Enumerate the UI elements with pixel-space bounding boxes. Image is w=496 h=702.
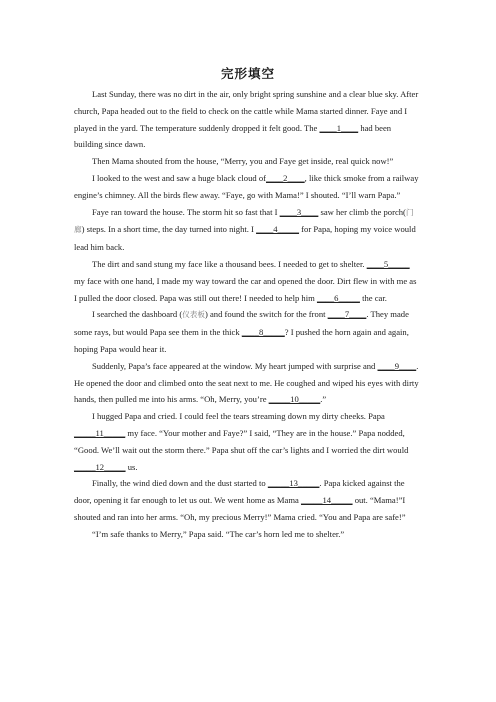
paragraph-text: ) and found the switch for the front <box>204 309 328 320</box>
paragraph-text: ? I pushed the horn again and again, hoping Papa would hear it. <box>74 327 409 354</box>
answer-blank: _____10_____ <box>268 394 321 405</box>
paragraph-text: saw her climb the porch( <box>318 206 406 217</box>
paragraph-text: .” <box>320 394 327 405</box>
paragraph-text: us. <box>125 461 138 472</box>
paragraph-text: my face. “Your mother and Faye?” I said, “They are in the house.” Papa nodded, “Good. We’ll wait out the storm there.” Papa shut off the car’s lights and I worried the dirt would <box>74 427 409 455</box>
paragraph <box>74 86 420 153</box>
answer-blank: _____12_____ <box>74 461 126 472</box>
chinese-gloss: 仪表板 <box>182 310 205 320</box>
answer-blank: ____3____ <box>279 206 319 217</box>
page-title: 完形填空 <box>220 66 275 81</box>
paragraph-text: for Papa, hoping my voice would lead him back. <box>74 224 416 253</box>
paragraph-text: . Papa kicked against the door, opening it far enough to let us out. We went home as Mama <box>74 478 405 506</box>
paragraph-text: Then Mama shouted from the house, “Merry, you and Faye get inside, real quick now!” <box>92 156 394 167</box>
answer-blank: ____7____ <box>327 309 367 320</box>
paragraph-text: the car. <box>359 292 387 303</box>
paragraph <box>74 526 420 543</box>
paragraph <box>74 153 420 170</box>
answer-blank: ____1____ <box>319 122 359 133</box>
answer-blank: _____11_____ <box>74 427 126 438</box>
answer-blank: ____8_____ <box>241 327 285 338</box>
answer-blank: _____13_____ <box>267 478 320 489</box>
paragraph-text: “I’m safe thanks to Merry,” Papa said. “The car’s horn led me to shelter.” <box>92 528 345 539</box>
answer-blank: ____4_____ <box>256 224 300 235</box>
paragraph <box>74 256 420 306</box>
paragraph <box>74 170 420 204</box>
paragraph-text: my face with one hand, I made my way toward the car and opened the door. Dirt flew in with me as I pulled the door closed. Papa was still out there! I needed to help him <box>74 275 417 303</box>
paragraph-text: I hugged Papa and cried. I could feel the tears streaming down my dirty cheeks. Papa <box>92 411 385 422</box>
paragraph-text: Faye ran toward the house. The storm hit so fast that I <box>92 206 280 217</box>
paragraph-text: I looked to the west and saw a huge black cloud of <box>92 172 266 183</box>
chinese-gloss: 门廊 <box>74 207 414 235</box>
answer-blank: ____9____ <box>377 360 417 371</box>
paragraph-text: ) steps. In a short time, the day turned into night. I <box>81 224 257 235</box>
answer-blank: _____14_____ <box>300 495 353 506</box>
paragraph-text: out. “Mama!”I shouted and ran into her arms. “Oh, my precious Merry!” Mama cried. “You and Papa are safe!” <box>74 495 406 522</box>
paragraph-text: Suddenly, Papa’s face appeared at the window. My heart jumped with surprise and <box>92 360 378 371</box>
paragraph <box>74 204 420 256</box>
paragraph <box>74 475 420 525</box>
paragraph-text: . They made some rays, but would Papa see them in the thick <box>74 309 409 338</box>
paragraph-text: Last Sunday, there was no dirt in the air, only bright spring sunshine and a clear blue sky. After church, Papa headed out to the field to check on the cattle while Mama started dinner. Faye and I played in the yard. The temperature suddenly dropped it felt good. The <box>74 89 419 133</box>
answer-blank: ____5_____ <box>366 258 410 269</box>
paragraph <box>74 408 420 475</box>
answer-blank: ____6_____ <box>316 292 360 303</box>
document-body <box>74 86 420 543</box>
paragraph <box>74 358 420 408</box>
paragraph-text: had been building since dawn. <box>74 122 392 150</box>
paragraph-text: Finally, the wind died down and the dust started to <box>92 478 268 489</box>
paragraph-text: . He opened the door and climbed onto the seat next to me. He coughed and wiped his eyes with dirty hands, then pulled me into his arms. “Oh, Merry, you’re <box>74 360 419 405</box>
answer-blank: ____2____ <box>265 172 305 183</box>
paragraph-text: I searched the dashboard ( <box>92 309 183 320</box>
paragraph-text: , like thick smoke from a railway engine’s chimney. All the birds flew away. “Faye, go with Mama!” I shouted. “I’ll warn Papa.” <box>74 172 419 200</box>
paragraph <box>74 306 420 357</box>
paragraph-text: The dirt and sand stung my face like a thousand bees. I needed to get to shelter. <box>92 258 367 269</box>
